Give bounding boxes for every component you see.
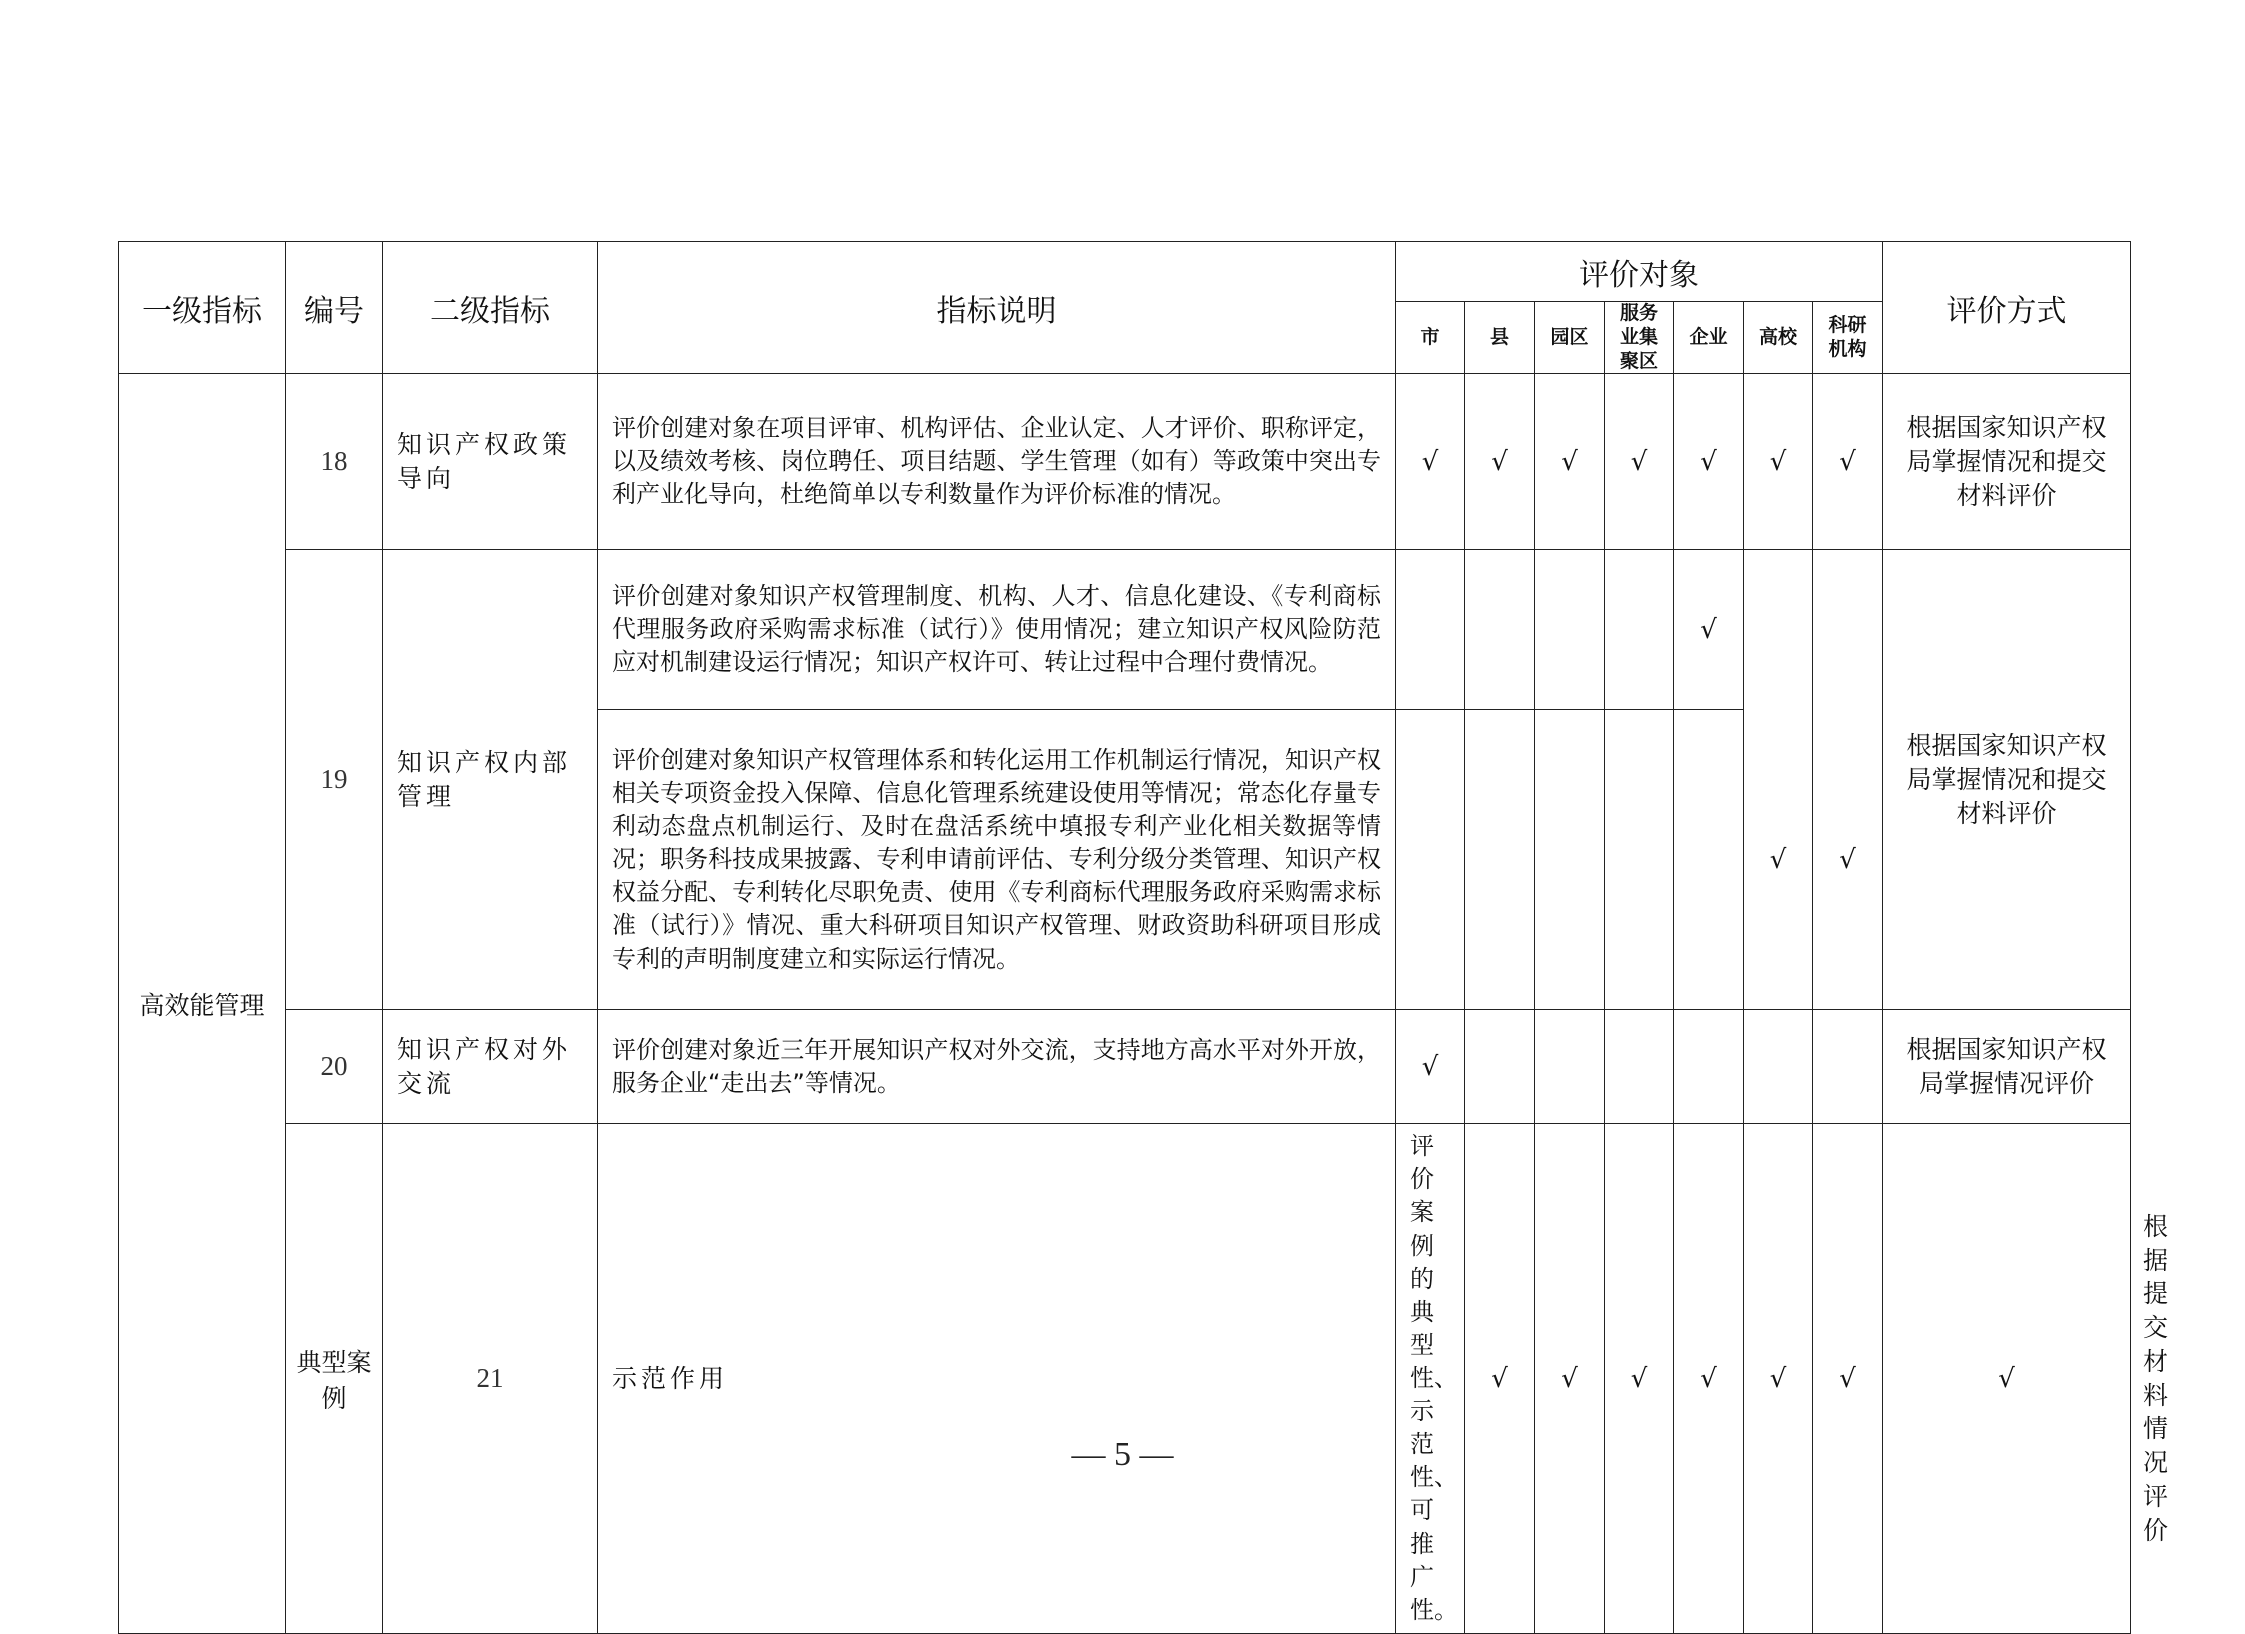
number-cell: 20 [286, 1010, 383, 1124]
table-row [119, 374, 2131, 550]
check-mark: √ [1883, 1124, 2131, 1634]
check-mark [1605, 1010, 1674, 1124]
description-cell: 评价创建对象知识产权管理体系和转化运用工作机制运行情况，知识产权相关专项资金投入保障、信息化管理系统建设使用等情况；常态化存量专利动态盘点机制运行、及时在盘活系统中填报专利产业化相关数据等情况；职务科技成果披露、专利申请前评估、专利分级分类管理、知识产权权益分配、专利转化尽职免责、使用《专利商标代理服务政府采购需求标准（试行）》情况、重大科研项目知识产权管理、财政资助科研项目形成专利的声明制度建立和实际运行情况。 [598, 710, 1396, 1010]
check-mark [1465, 1010, 1535, 1124]
check-mark [1465, 550, 1535, 710]
check-mark: √ [1813, 1124, 1883, 1634]
check-mark: √ [1674, 1124, 1744, 1634]
check-mark: √ [1674, 550, 1744, 710]
header-target-county: 县 [1465, 302, 1535, 374]
check-mark [1535, 710, 1605, 1010]
check-mark: √ [1535, 1124, 1605, 1634]
level2-cell: 示范作用 [598, 1124, 1396, 1634]
header-level2: 二级指标 [383, 242, 598, 374]
check-mark: √ [1744, 374, 1813, 550]
check-mark [1535, 550, 1605, 710]
check-mark [1605, 550, 1674, 710]
header-target-enterprise: 企业 [1674, 302, 1744, 374]
level2-cell: 知识产权内部管理 [383, 550, 598, 1010]
header-targets-group: 评价对象 [1396, 242, 1883, 302]
method-cell: 根据国家知识产权局掌握情况和提交材料评价 [1883, 374, 2131, 550]
number-cell: 18 [286, 374, 383, 550]
header-target-city: 市 [1396, 302, 1465, 374]
check-mark: √ [1674, 374, 1744, 550]
indicator-table-container [118, 241, 2169, 1634]
check-mark: √ [1535, 374, 1605, 550]
check-mark [1813, 550, 1883, 710]
check-mark: √ [1396, 1010, 1465, 1124]
page-number: — 5 — [1071, 1436, 1174, 1473]
number-cell: 21 [383, 1124, 598, 1634]
check-mark [1605, 710, 1674, 1010]
indicator-table [118, 241, 2169, 1634]
check-mark [1674, 1010, 1744, 1124]
number-cell: 19 [286, 550, 383, 1010]
method-cell: 根据国家知识产权局掌握情况和提交材料评价 [1883, 550, 2131, 1010]
table-row [119, 550, 2131, 710]
check-mark: √ [1744, 1124, 1813, 1634]
header-target-park: 园区 [1535, 302, 1605, 374]
check-mark [1396, 550, 1465, 710]
header-number: 编号 [286, 242, 383, 374]
header-row [119, 242, 2131, 302]
check-mark: √ [1605, 374, 1674, 550]
description-cell: 评价创建对象近三年开展知识产权对外交流，支持地方高水平对外开放，服务企业“走出去”等情况。 [598, 1010, 1396, 1124]
check-mark: √ [1396, 374, 1465, 550]
check-mark [1535, 1010, 1605, 1124]
table-row: 典型案例 21 示范作用 评价案例的典型性、示范性、可推广性。 √ √ √ √ √ √ √ 根据提交材料情况评价 [119, 1124, 2131, 1634]
check-mark: √ [1465, 374, 1535, 550]
check-mark [1744, 1010, 1813, 1124]
description-cell: 评价案例的典型性、示范性、可推广性。 [1396, 1124, 1465, 1634]
method-cell: 根据国家知识产权局掌握情况评价 [1883, 1010, 2131, 1124]
check-mark [1674, 710, 1744, 1010]
level1-cell: 高效能管理 [119, 374, 286, 1634]
level2-cell: 知识产权政策导向 [383, 374, 598, 550]
check-mark [1465, 710, 1535, 1010]
header-target-university: 高校 [1744, 302, 1813, 374]
check-mark: √ [1465, 1124, 1535, 1634]
check-mark: √ [1813, 374, 1883, 550]
level1-cell: 典型案例 [286, 1124, 383, 1634]
level2-cell: 知识产权对外交流 [383, 1010, 598, 1124]
description-cell: 评价创建对象知识产权管理制度、机构、人才、信息化建设、《专利商标代理服务政府采购需求标准（试行）》使用情况；建立知识产权风险防范应对机制建设运行情况；知识产权许可、转让过程中合理付费情况。 [598, 550, 1396, 710]
description-cell: 评价创建对象在项目评审、机构评估、企业认定、人才评价、职称评定，以及绩效考核、岗位聘任、项目结题、学生管理（如有）等政策中突出专利产业化导向，杜绝简单以专利数量作为评价标准的情况。 [598, 374, 1396, 550]
check-mark [1813, 1010, 1883, 1124]
table-row [119, 1010, 2131, 1124]
check-mark: √ [1605, 1124, 1674, 1634]
header-description: 指标说明 [598, 242, 1396, 374]
header-target-service-cluster: 服务业集聚区 [1605, 302, 1674, 374]
header-target-research: 科研机构 [1813, 302, 1883, 374]
check-mark [1396, 710, 1465, 1010]
header-level1: 一级指标 [119, 242, 286, 374]
header-method: 评价方式 [1883, 242, 2131, 374]
check-mark: √ [1813, 710, 1883, 1010]
check-mark: √ [1744, 710, 1813, 1010]
check-mark [1744, 550, 1813, 710]
